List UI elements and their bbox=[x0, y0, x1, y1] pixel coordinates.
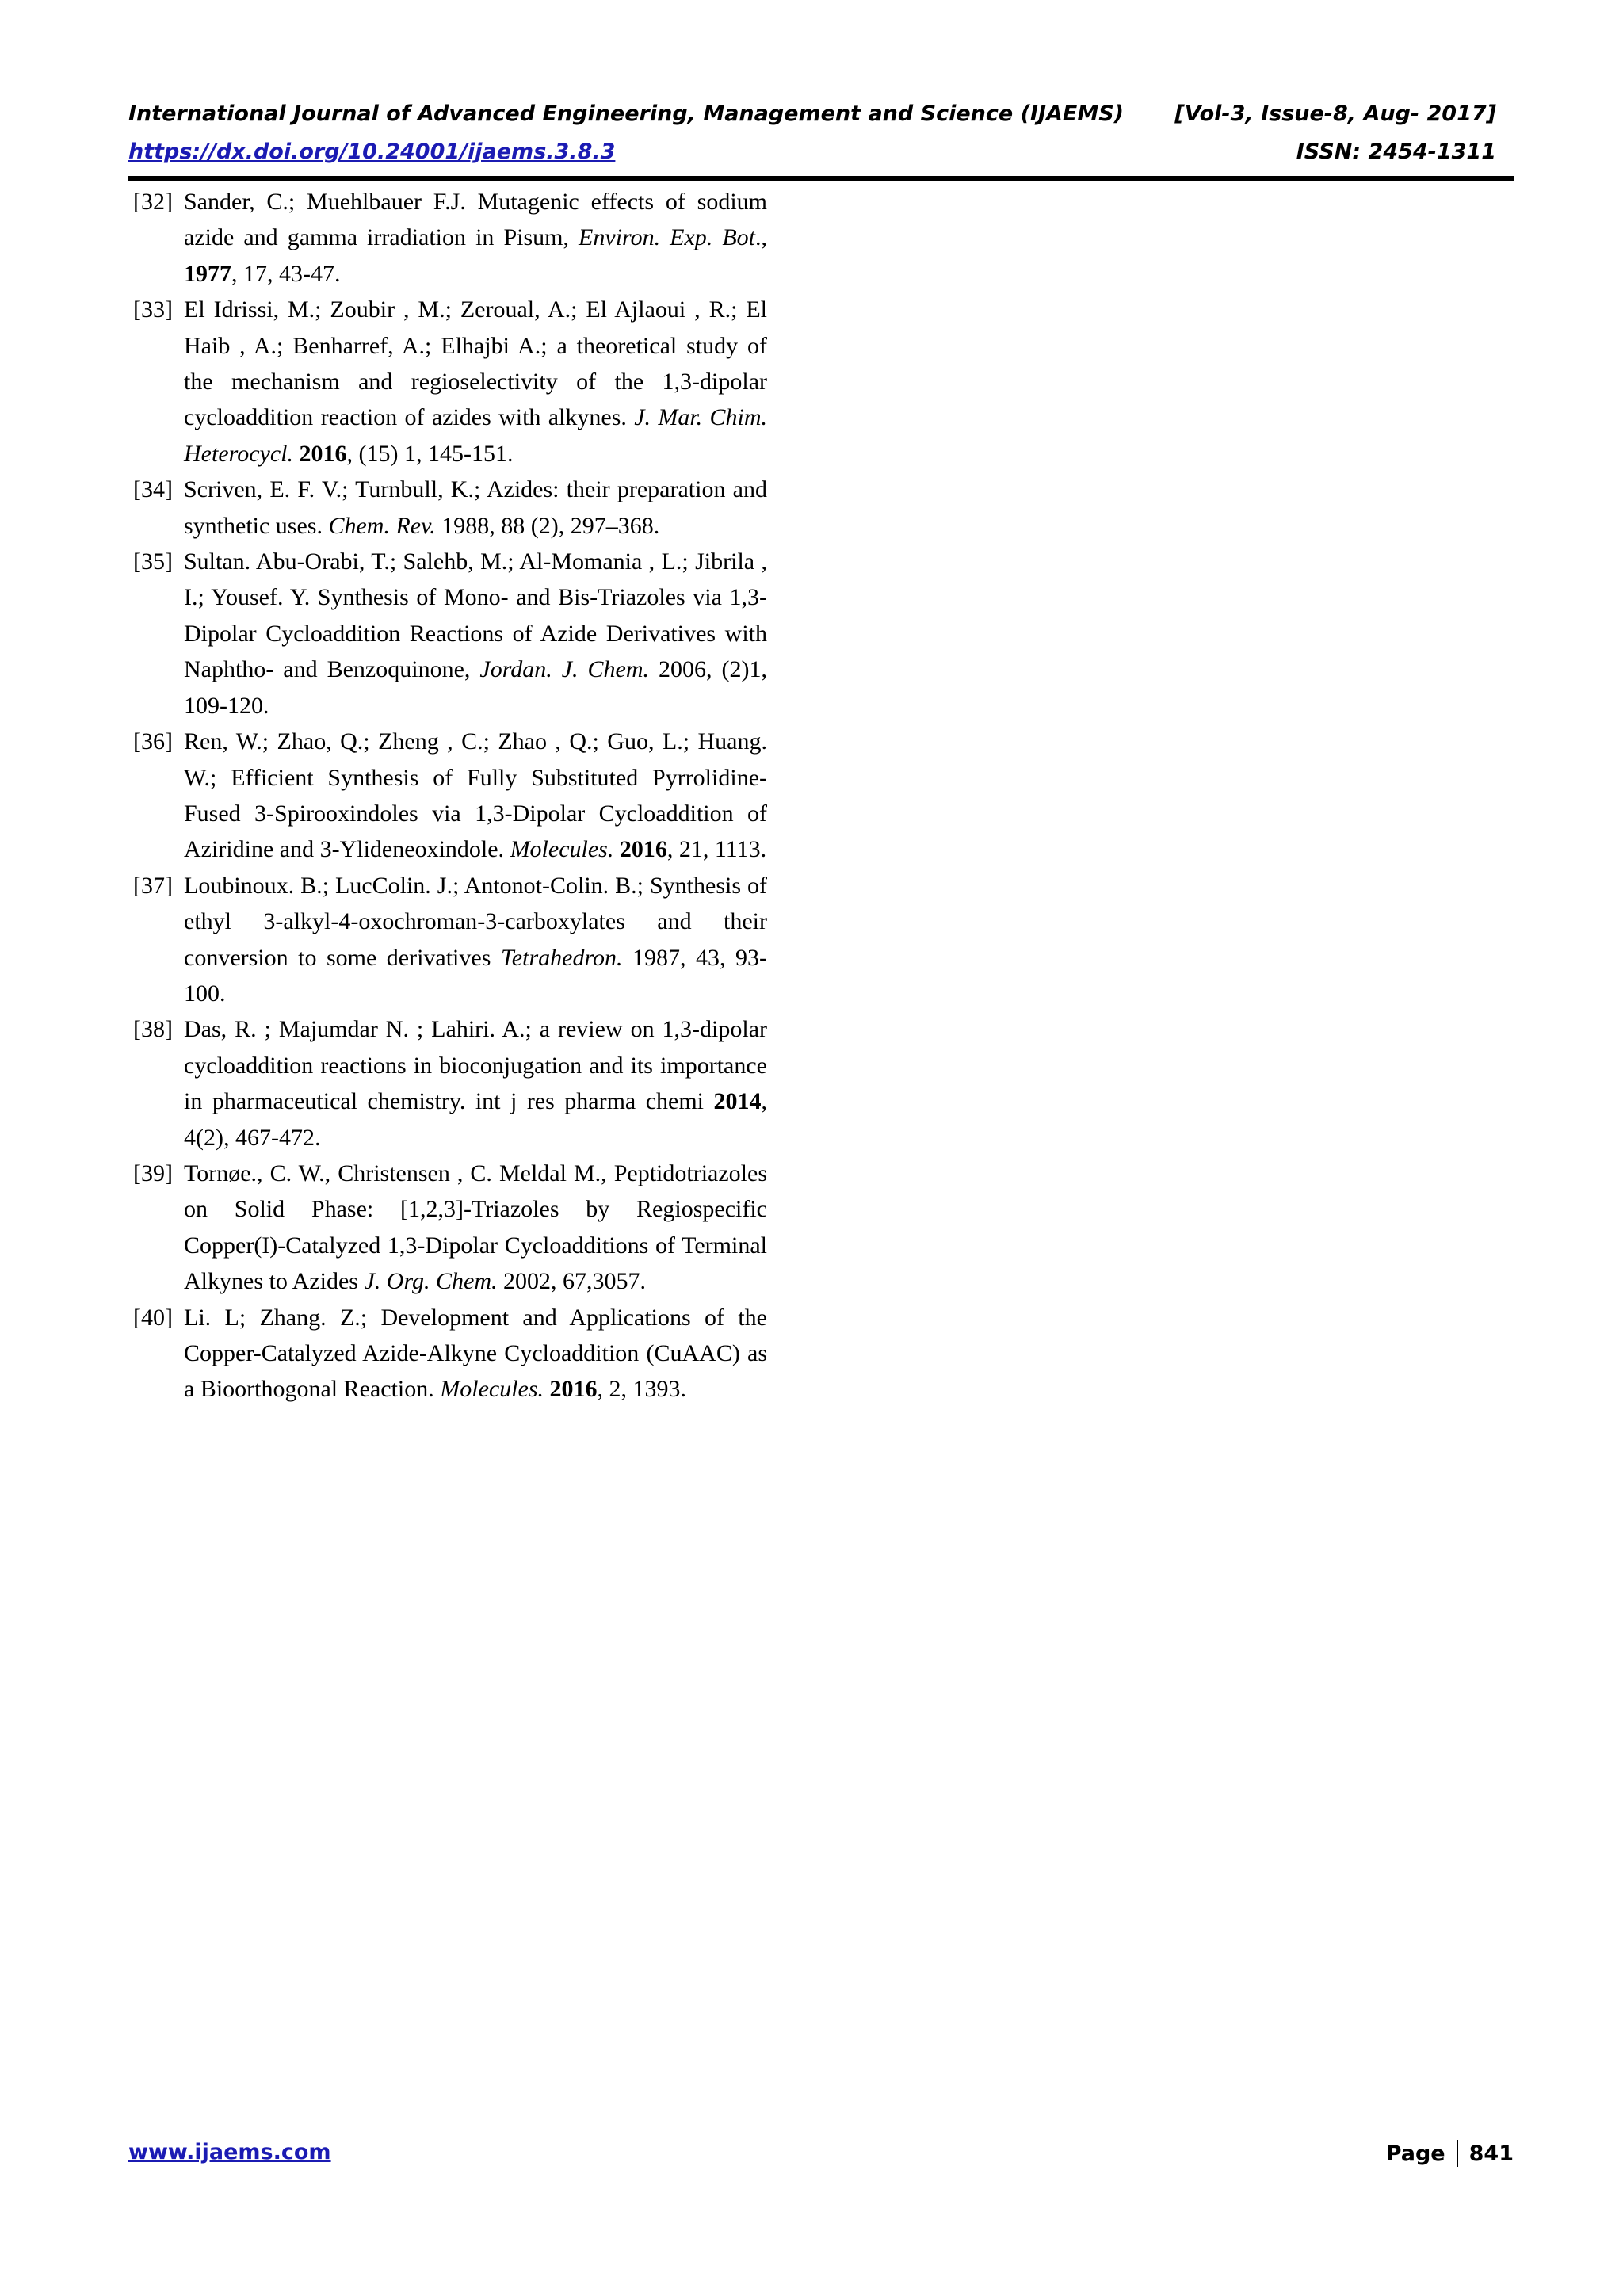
page-number: 841 bbox=[1468, 2141, 1514, 2166]
reference-text: Li. L; Zhang. Z.; Development and Applications of the Copper-Catalyzed Azide-Alkyne Cycloaddition (CuAAC) as a Bioorthogonal Reaction. Molecules. 2016, 2, 1393. bbox=[184, 1304, 767, 1403]
page-label: Page bbox=[1385, 2141, 1445, 2166]
reference-text: Ren, W.; Zhao, Q.; Zheng , C.; Zhao , Q.; Guo, L.; Huang. W.; Efficient Synthesis of Fully Substituted Pyrrolidine-Fused 3-Spirooxindoles via 1,3-Dipolar Cycloaddition of Aziridine and 3-Ylideneoxindole. Molecules. 2016, 21, 1113. bbox=[184, 728, 767, 863]
reference-number: [34] bbox=[133, 476, 173, 503]
reference-item bbox=[133, 1156, 767, 1300]
reference-item bbox=[133, 724, 767, 868]
running-header-line2 bbox=[128, 139, 1496, 168]
reference-item bbox=[133, 472, 767, 544]
reference-text: Loubinoux. B.; LucColin. J.; Antonot-Colin. B.; Synthesis of ethyl 3-alkyl-4-oxochroman-3-carboxylates and their conversion to some derivatives Tetrahedron. 1987, 43, 93-100. bbox=[184, 872, 767, 1007]
footer-website-link[interactable]: www.ijaems.com bbox=[128, 2140, 331, 2164]
reference-text: Sultan. Abu-Orabi, T.; Salehb, M.; Al-Momania , L.; Jibrila , I.; Yousef. Y. Synthesis of Mono- and Bis-Triazoles via 1,3-Dipolar Cycloaddition Reactions of Azide Derivatives with Naphtho- and Benzoquinone, Jordan. J. Chem. 2006, (2)1, 109-120. bbox=[184, 548, 767, 719]
reference-number: [36] bbox=[133, 728, 173, 755]
reference-item bbox=[133, 1300, 767, 1408]
volume-issue: [Vol-3, Issue-8, Aug- 2017] bbox=[1174, 101, 1496, 126]
reference-text: Sander, C.; Muehlbauer F.J. Mutagenic effects of sodium azide and gamma irradiation in Pisum, Environ. Exp. Bot., 1977, 17, 43-47. bbox=[184, 189, 767, 287]
header-rule bbox=[128, 176, 1514, 181]
reference-text: Tornøe., C. W., Christensen , C. Meldal M., Peptidotriazoles on Solid Phase: [1,2,3]-Triazoles by Regiospecific Copper(I)-Catalyzed 1,3-Dipolar Cycloadditions of Terminal Alkynes to Azides J. Org. Chem. 2002, 67,3057. bbox=[184, 1159, 767, 1295]
reference-item bbox=[133, 544, 767, 724]
reference-text: El Idrissi, M.; Zoubir , M.; Zeroual, A.; El Ajlaoui , R.; El Haib , A.; Benharref, A.; Elhajbi A.; a theoretical study of the mechanism and regioselectivity of the 1,3-dipolar cycloaddition reaction of azides with alkynes. J. Mar. Chim. Heterocycl. 2016, (15) 1, 145-151. bbox=[184, 296, 767, 467]
issn: ISSN: 2454-1311 bbox=[1296, 139, 1496, 164]
running-header bbox=[128, 101, 1496, 130]
reference-number: [37] bbox=[133, 872, 173, 899]
reference-item bbox=[133, 292, 767, 472]
reference-number: [40] bbox=[133, 1304, 173, 1331]
reference-number: [38] bbox=[133, 1016, 173, 1043]
reference-list bbox=[133, 184, 767, 1408]
reference-item bbox=[133, 1011, 767, 1156]
reference-number: [33] bbox=[133, 296, 173, 323]
page-number-block bbox=[1386, 2140, 1514, 2167]
reference-text: Das, R. ; Majumdar N. ; Lahiri. A.; a review on 1,3-dipolar cycloaddition reactions in bioconjugation and its importance in pharmaceutical chemistry. int j res pharma chemi 2014, 4(2), 467-472. bbox=[184, 1016, 767, 1151]
reference-number: [39] bbox=[133, 1159, 173, 1186]
doi-link[interactable]: https://dx.doi.org/10.24001/ijaems.3.8.3 bbox=[128, 139, 616, 164]
reference-number: [32] bbox=[133, 189, 173, 215]
reference-item bbox=[133, 868, 767, 1012]
page-separator bbox=[1457, 2140, 1458, 2167]
journal-title: International Journal of Advanced Engineering, Management and Science (IJAEMS) bbox=[128, 101, 1125, 126]
reference-number: [35] bbox=[133, 548, 173, 575]
reference-item bbox=[133, 184, 767, 292]
reference-text: Scriven, E. F. V.; Turnbull, K.; Azides: their preparation and synthetic uses. Chem. Rev. 1988, 88 (2), 297–368. bbox=[184, 476, 767, 539]
